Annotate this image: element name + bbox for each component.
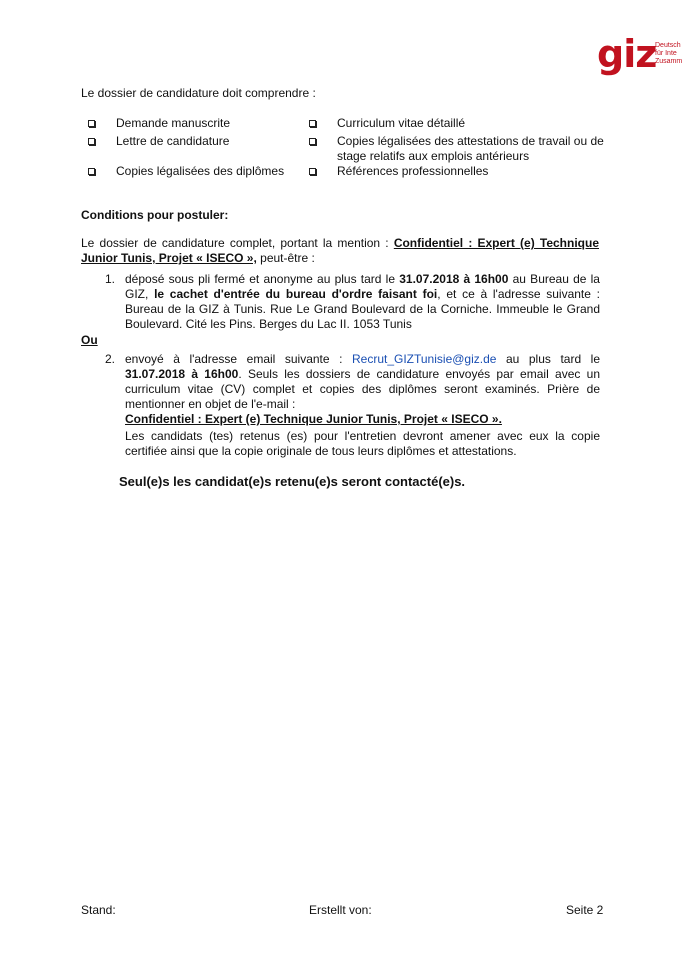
email-subject-text: Confidentiel : Expert (e) Technique Junior Tunis, Projet « ISECO ». bbox=[125, 412, 502, 426]
item-text: , et ce à l'adresse suivante : Bureau de la GIZ à Tunis. Rue Le Grand Boulevard de la Corniche. Immeuble le Grand Boulevard. Cité les Pins. Berges du Lac II. 1053 Tunis bbox=[125, 287, 601, 331]
conditions-paragraph bbox=[81, 236, 599, 266]
item-text: au Bureau de la GIZ, bbox=[125, 272, 600, 301]
checkbox-bullet-icon bbox=[88, 120, 95, 127]
item-text: . Seuls les dossiers de candidature envoyés par email avec un curriculum vitae (CV) complet et copies des diplômes seront examinés. Prière de mentionner en objet de l'e-mail : bbox=[125, 367, 600, 411]
mention-text: Confidentiel : Expert (e) Technique Junior Tunis, Projet « ISECO », bbox=[81, 236, 599, 265]
conditions-heading: Conditions pour postuler: bbox=[81, 208, 229, 222]
cachet-text: le cachet d'entrée du bureau d'ordre faisant foi bbox=[154, 287, 438, 301]
paragraph-text: Le dossier de candidature complet, portant la mention : bbox=[81, 236, 394, 250]
submission-option-1 bbox=[125, 272, 600, 332]
checkbox-bullet-icon bbox=[88, 168, 95, 175]
or-separator: Ou bbox=[81, 333, 98, 347]
paragraph-text: peut-être : bbox=[256, 251, 315, 265]
giz-logo-word: giz bbox=[597, 32, 657, 76]
checklist-item-label: Copies légalisées des attestations de travail ou de bbox=[337, 134, 604, 148]
list-number: 1. bbox=[104, 272, 115, 286]
giz-tagline-line: für Inte bbox=[655, 50, 677, 57]
checklist-item-label: Copies légalisées des diplômes bbox=[116, 164, 285, 178]
footer-page-number: Seite 2 bbox=[566, 903, 604, 917]
deadline-text: 31.07.2018 à 16h00 bbox=[399, 272, 509, 286]
giz-tagline-line: Zusamm bbox=[655, 58, 682, 65]
checkbox-bullet-icon bbox=[309, 168, 316, 175]
checkbox-bullet-icon bbox=[309, 138, 316, 145]
giz-logo-tagline bbox=[655, 42, 682, 66]
intro-text: Le dossier de candidature doit comprendre : bbox=[81, 86, 316, 100]
list-number: 2. bbox=[104, 352, 115, 366]
checklist-item-label: Curriculum vitae détaillé bbox=[337, 116, 466, 130]
checklist-item-label: Lettre de candidature bbox=[116, 134, 230, 148]
submission-option-2 bbox=[125, 352, 600, 427]
footer-erstellt: Erstellt von: bbox=[309, 903, 372, 917]
giz-logo bbox=[597, 32, 682, 80]
checklist-item-label: stage relatifs aux emplois antérieurs bbox=[337, 149, 530, 163]
item-text: déposé sous pli fermé et anonyme au plus tard le bbox=[125, 272, 400, 286]
checkbox-bullet-icon bbox=[309, 120, 316, 127]
deadline-text: 31.07.2018 à 16h00 bbox=[125, 367, 239, 381]
checklist-item-label: Références professionnelles bbox=[337, 164, 489, 178]
footer-stand: Stand: bbox=[81, 903, 116, 917]
email-link[interactable]: Recrut_GIZTunisie@giz.de bbox=[351, 352, 497, 366]
giz-tagline-line: Deutsch bbox=[655, 42, 681, 49]
checklist-item-label: Demande manuscrite bbox=[116, 116, 231, 130]
interview-note: Les candidats (tes) retenus (es) pour l'entretien devront amener avec eux la copie certifiée ainsi que la copie originale de tous leurs diplômes et attestations. bbox=[125, 429, 600, 458]
final-statement: Seul(e)s les candidat(e)s retenu(e)s seront contacté(e)s. bbox=[119, 474, 466, 489]
item-text: au plus tard le bbox=[496, 352, 600, 366]
item-text: envoyé à l'adresse email suivante : bbox=[125, 352, 352, 366]
checkbox-bullet-icon bbox=[88, 138, 95, 145]
